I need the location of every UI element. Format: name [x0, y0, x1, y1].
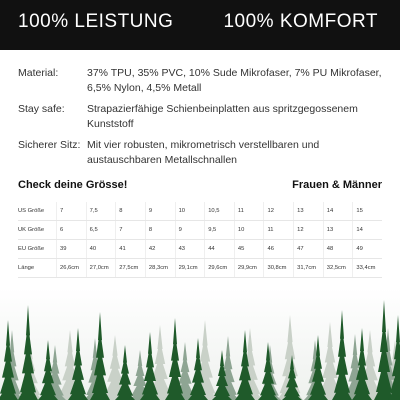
size-cell: 33,4cm: [353, 259, 382, 278]
size-cell: 10,5: [205, 202, 235, 221]
size-row: [18, 240, 382, 259]
banner: [0, 0, 400, 50]
size-cell: 44: [205, 240, 235, 259]
size-cell: 27,5cm: [116, 259, 146, 278]
size-cell: 26,6cm: [57, 259, 87, 278]
size-cell: 15: [353, 202, 382, 221]
spec-row-stay-safe: [18, 102, 388, 131]
size-row-label: EU Größe: [18, 240, 57, 259]
size-cell: 14: [323, 202, 353, 221]
size-cell: 29,1cm: [175, 259, 205, 278]
size-cell: 40: [86, 240, 116, 259]
size-cell: 14: [353, 221, 382, 240]
size-cell: 13: [294, 202, 324, 221]
size-row: [18, 221, 382, 240]
size-cell: 32,5cm: [323, 259, 353, 278]
spec-value: 37% TPU, 35% PVC, 10% Sude Mikrofaser, 7% PU Mikrofaser, 6,5% Nylon, 4,5% Metall: [87, 67, 382, 94]
size-cell: 8: [145, 221, 175, 240]
size-cell: 30,8cm: [264, 259, 294, 278]
spec-row-material: [18, 66, 388, 95]
size-cell: 13: [323, 221, 353, 240]
size-cell: 12: [264, 202, 294, 221]
size-cell: 29,9cm: [234, 259, 264, 278]
size-cell: 11: [264, 221, 294, 240]
forest-illustration: [0, 288, 400, 400]
spec-label: Sicherer Sitz:: [18, 139, 81, 151]
size-cell: 49: [353, 240, 382, 259]
size-cell: 9: [145, 202, 175, 221]
size-cell: 28,3cm: [145, 259, 175, 278]
size-chart-title: Check deine Grösse!: [18, 179, 128, 191]
size-row: [18, 202, 382, 221]
size-cell: 29,6cm: [205, 259, 235, 278]
size-cell: 27,0cm: [86, 259, 116, 278]
size-cell: 41: [116, 240, 146, 259]
spec-value: Mit vier robusten, mikrometrisch verstellbaren und austauschbaren Metallschnallen: [87, 139, 320, 166]
size-chart-subtitle: Frauen & Männer: [292, 179, 382, 191]
size-cell: 7: [57, 202, 87, 221]
spec-label: Stay safe:: [18, 103, 65, 115]
spec-label: Material:: [18, 67, 59, 79]
size-row-label: UK Größe: [18, 221, 57, 240]
size-row-label: Länge: [18, 259, 57, 278]
size-cell: 47: [294, 240, 324, 259]
spec-row-sicherer-sitz: [18, 138, 388, 167]
spec-value: Strapazierfähige Schienbeinplatten aus spritzgegossenem Kunststoff: [87, 103, 358, 130]
size-cell: 9,5: [205, 221, 235, 240]
size-cell: 8: [116, 202, 146, 221]
size-cell: 45: [234, 240, 264, 259]
product-specs: [18, 66, 388, 174]
banner-right-text: 100% KOMFORT: [223, 11, 378, 32]
size-table: [18, 202, 382, 278]
size-cell: 46: [264, 240, 294, 259]
size-cell: 43: [175, 240, 205, 259]
size-row-label: US Größe: [18, 202, 57, 221]
size-cell: 7,5: [86, 202, 116, 221]
size-cell: 10: [175, 202, 205, 221]
size-cell: 42: [145, 240, 175, 259]
size-cell: 9: [175, 221, 205, 240]
size-cell: 31,7cm: [294, 259, 324, 278]
size-row: [18, 259, 382, 278]
size-cell: 48: [323, 240, 353, 259]
size-cell: 7: [116, 221, 146, 240]
size-cell: 6: [57, 221, 87, 240]
size-cell: 6,5: [86, 221, 116, 240]
size-chart-header: [18, 179, 382, 191]
size-cell: 11: [234, 202, 264, 221]
size-cell: 12: [294, 221, 324, 240]
size-cell: 10: [234, 221, 264, 240]
banner-left-text: 100% LEISTUNG: [18, 11, 174, 32]
size-cell: 39: [57, 240, 87, 259]
